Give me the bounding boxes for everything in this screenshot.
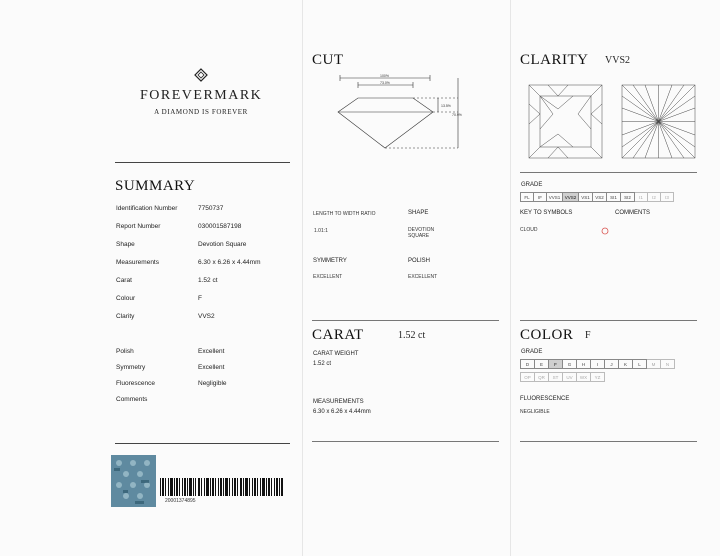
summary-row <box>116 364 296 380</box>
grade-cell: I <box>591 360 605 369</box>
grade-cell: I3 <box>661 193 674 202</box>
summary-label: Colour <box>116 295 136 302</box>
grade-cell: YZ <box>591 373 605 382</box>
clarity-value: VVS2 <box>605 55 631 66</box>
shape-value-1: DEVOTION <box>408 227 435 233</box>
brand-name: FOREVERMARK <box>140 88 263 103</box>
clarity-grade-scale <box>520 192 674 202</box>
fluorescence-label: FLUORESCENCE <box>520 396 570 402</box>
grade-cell: QR <box>535 373 549 382</box>
summary-label: Symmetry <box>116 364 146 371</box>
summary-value: 7750737 <box>198 205 224 212</box>
cut-depth2: 70.9% <box>452 113 462 117</box>
summary-value: Negligible <box>198 380 227 387</box>
symmetry-label: SYMMETRY <box>313 258 347 264</box>
summary-value: 030001587198 <box>198 223 242 230</box>
cut-crown-pct: 73.0% <box>380 81 390 85</box>
barcode-number: 20001374895 <box>165 498 196 504</box>
divider <box>312 320 499 321</box>
clarity-crown-plot <box>528 84 603 159</box>
colour-value: F <box>585 330 591 341</box>
grade-cell: VS2 <box>593 193 607 202</box>
measurements-label: MEASUREMENTS <box>313 399 364 405</box>
grade-cell: N <box>661 360 675 369</box>
summary-value: 1.52 ct <box>198 277 218 284</box>
security-hologram-icon <box>111 455 156 507</box>
grade-cell: K <box>619 360 633 369</box>
carat-weight-value: 1.52 ct <box>313 361 332 367</box>
summary-row <box>116 223 296 241</box>
summary-value: Excellent <box>198 348 225 355</box>
divider <box>115 443 290 444</box>
grade-cell: UV <box>563 373 577 382</box>
summary-label: Identification Number <box>116 205 178 212</box>
grade-cell: IF <box>534 193 547 202</box>
colour-grade-scale-2 <box>520 372 605 382</box>
shape-value-2: SQUARE <box>408 233 430 239</box>
grade-cell: VS1 <box>579 193 593 202</box>
summary-table <box>116 205 296 331</box>
summary-label: Report Number <box>116 223 161 230</box>
grade-cell-selected: VVS2 <box>563 193 579 202</box>
brand-logo <box>140 68 262 116</box>
grade-cell: VVS1 <box>547 193 563 202</box>
summary-table-2 <box>116 348 296 412</box>
grade-cell: H <box>577 360 591 369</box>
grade-cell: ST <box>549 373 563 382</box>
grade-cell: L <box>633 360 647 369</box>
summary-row <box>116 396 296 412</box>
grade-cell-selected: F <box>549 360 563 369</box>
summary-row <box>116 259 296 277</box>
summary-value: F <box>198 295 202 302</box>
grade-cell: J <box>605 360 619 369</box>
grade-cell: D <box>521 360 535 369</box>
summary-label: Clarity <box>116 313 135 320</box>
divider <box>520 320 697 321</box>
summary-row <box>116 277 296 295</box>
fold-line-1 <box>302 0 303 556</box>
divider <box>520 441 697 442</box>
summary-row <box>116 348 296 364</box>
carat-title: CARAT <box>312 327 364 343</box>
grade-cell: FL <box>521 193 534 202</box>
cut-depth1: 13.5% <box>441 104 451 108</box>
summary-label: Polish <box>116 348 134 355</box>
grade-cell: M <box>647 360 661 369</box>
cut-profile-diagram <box>318 72 478 157</box>
summary-value: Devotion Square <box>198 241 247 248</box>
fold-line-2 <box>510 0 511 556</box>
carat-value: 1.52 ct <box>398 330 426 341</box>
summary-value: 6.30 x 6.26 x 4.44mm <box>198 259 261 266</box>
clarity-grade-label: GRADE <box>521 182 543 188</box>
grade-cell: WX <box>577 373 591 382</box>
polish-label: POLISH <box>408 258 431 264</box>
summary-row <box>116 295 296 313</box>
summary-label: Carat <box>116 277 132 284</box>
key-to-symbols-label: KEY TO SYMBOLS <box>520 210 573 216</box>
key-item-cloud: CLOUD <box>520 227 538 233</box>
divider <box>115 162 290 163</box>
summary-row <box>116 241 296 259</box>
barcode-icon <box>160 478 284 496</box>
diamond-logo-icon <box>194 68 208 82</box>
clarity-title: CLARITY <box>520 52 589 68</box>
colour-grade-label: GRADE <box>521 349 543 355</box>
grade-cell: SI2 <box>621 193 635 202</box>
cut-title: CUT <box>312 52 344 68</box>
brand-tagline: A DIAMOND IS FOREVER <box>154 108 248 116</box>
colour-grade-scale <box>520 359 675 369</box>
grade-cell: I1 <box>635 193 648 202</box>
divider <box>312 441 499 442</box>
summary-value: Excellent <box>198 364 225 371</box>
carat-weight-label: CARAT WEIGHT <box>313 351 359 357</box>
polish-value: EXCELLENT <box>408 274 438 280</box>
summary-value: VVS2 <box>198 313 215 320</box>
symmetry-value: EXCELLENT <box>313 274 343 280</box>
cloud-symbol-icon <box>601 227 609 235</box>
summary-label: Shape <box>116 241 135 248</box>
summary-row <box>116 313 296 331</box>
length-width-value: 1.01:1 <box>314 228 328 234</box>
cut-table-pct: 100% <box>380 74 389 78</box>
fluorescence-value: NEGLIGIBLE <box>520 409 550 415</box>
grade-cell: SI1 <box>607 193 621 202</box>
grade-cell: I2 <box>648 193 661 202</box>
summary-row <box>116 205 296 223</box>
summary-label: Comments <box>116 396 148 403</box>
shape-label: SHAPE <box>408 210 429 216</box>
summary-label: Measurements <box>116 259 159 266</box>
summary-label: Fluorescence <box>116 380 156 387</box>
grade-cell: E <box>535 360 549 369</box>
comments-label: COMMENTS <box>615 210 650 216</box>
length-width-label: LENGTH TO WIDTH RATIO <box>313 211 376 217</box>
grade-cell: OP <box>521 373 535 382</box>
measurements-value: 6.30 x 6.26 x 4.44mm <box>313 409 371 415</box>
summary-title: SUMMARY <box>115 178 196 194</box>
divider <box>520 172 697 173</box>
summary-row <box>116 380 296 396</box>
colour-title: COLOR <box>520 327 574 343</box>
grade-cell: G <box>563 360 577 369</box>
clarity-pavilion-plot <box>621 84 696 159</box>
